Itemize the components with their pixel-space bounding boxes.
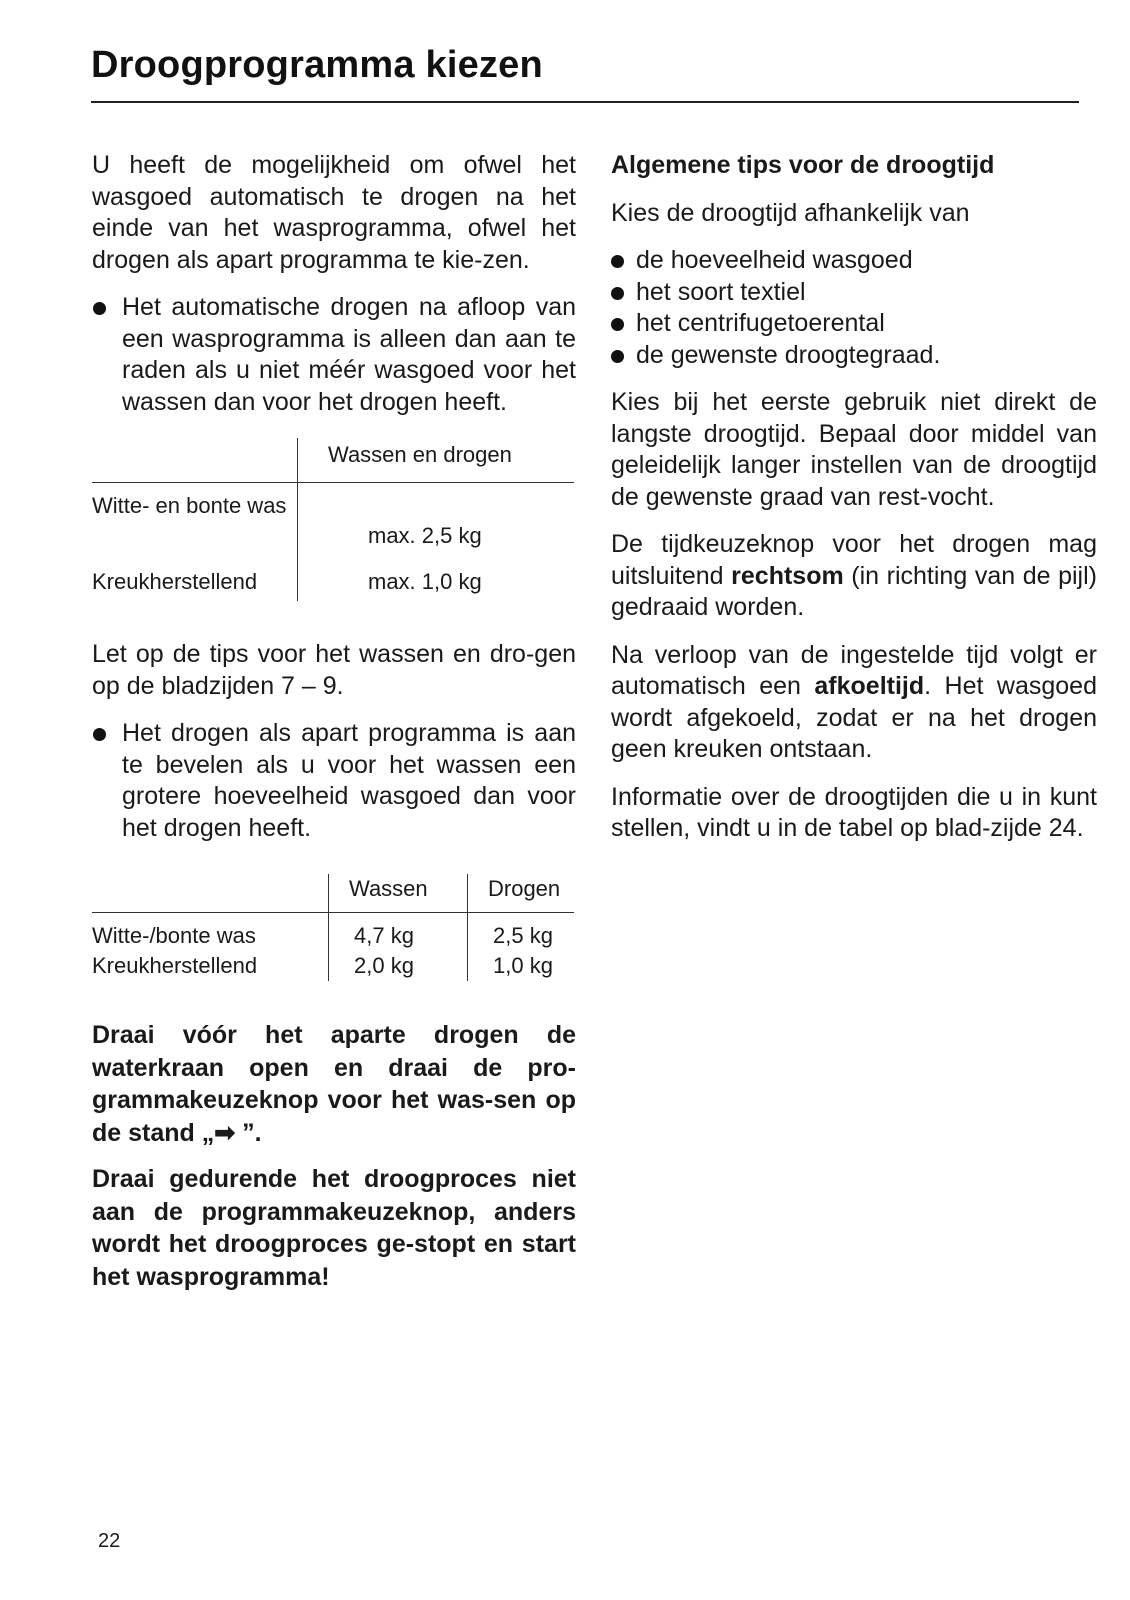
table-row-label: Kreukherstellend [92, 569, 258, 594]
page-title: Droogprogramma kiezen [91, 44, 543, 86]
table-cell-drogen: 2,5 kg [468, 913, 575, 952]
table-row-value: max. 2,5 kg [298, 483, 575, 552]
bullet-dot-icon [611, 350, 624, 363]
table-wash-and-dry [92, 438, 574, 601]
list-item-text: de gewenste droogtegraad. [636, 340, 941, 369]
column-header-wassen: Wassen [329, 874, 468, 913]
emphasis-afkoeltijd: afkoeltijd [814, 672, 925, 700]
bullet-text: Het automatische drogen na afloop van een wasprogramma is alleen dan aan te raden als u niet méér wasgoed voor het wassen dan voor het drogen heeft. [122, 293, 576, 416]
table-row-label: Witte- en bonte was [92, 493, 287, 518]
section-heading: Algemene tips voor de droogtijd [611, 151, 995, 179]
list-item-text: het soort textiel [636, 277, 806, 306]
table-row [92, 951, 574, 981]
table-row-label: Witte-/bonte was [92, 923, 256, 948]
table-wash-vs-dry [92, 874, 574, 981]
paragraph-first-use: Kies bij het eerste gebruik niet direkt de langste droogtijd. Bepaal door middel van geleidelijk langer instellen van de droogtijd de gewenste graad van rest-vocht. [611, 388, 1097, 511]
list-item-text: de hoeveelheid wasgoed [636, 246, 913, 274]
list-item [611, 277, 1097, 309]
table-header-row [92, 438, 574, 483]
left-column [92, 150, 576, 1293]
page-number: 22 [98, 1530, 121, 1552]
table-row-value: max. 1,0 kg [298, 551, 575, 601]
bullet-separate-drying [92, 718, 576, 844]
tips-note: Let op de tips voor het wassen en dro-gen op de bladzijden 7 – 9. [92, 640, 576, 700]
table-cell-wassen: 2,0 kg [329, 951, 468, 981]
bullet-dot-icon [611, 318, 624, 331]
right-column [611, 150, 1097, 845]
bullet-automatic-drying [92, 292, 576, 418]
paragraph-timer-knob [611, 529, 1097, 624]
bullet-dot-icon [611, 255, 624, 268]
warning-do-not-turn: Draai gedurende het droogproces niet aan de programmakeuzeknop, anders wordt het droogproces ge-stopt en start het wasprogramma! [92, 1165, 576, 1291]
bullet-dot-icon [611, 287, 624, 300]
table-cell-drogen: 1,0 kg [468, 951, 575, 981]
lead-text: Kies de droogtijd afhankelijk van [611, 198, 970, 227]
paragraph-text: . Het wasgoed wordt afgekoeld, zodat er na het drogen geen kreuken ontstaan. [611, 672, 1097, 763]
factor-list [611, 245, 1097, 371]
paragraph-info: Informatie over de droogtijden die u in kunt stellen, vindt u in de tabel op blad-zijde 24. [611, 782, 1097, 842]
column-header-drogen: Drogen [468, 874, 575, 913]
table-row [92, 483, 574, 552]
title-rule [91, 101, 1079, 103]
table-header-row [92, 874, 574, 913]
list-item [611, 340, 1097, 372]
list-item-text: het centrifugetoerental [636, 309, 885, 337]
bullet-dot-icon [93, 302, 106, 315]
bullet-text: Het drogen als apart programma is aan te bevelen als u voor het wassen een grotere hoeveelheid wasgoed dan voor het drogen heeft. [122, 719, 576, 842]
paragraph-text: Na verloop van de ingestelde tijd volgt er automatisch een [611, 640, 1097, 700]
table-row-label: Kreukherstellend [92, 953, 258, 978]
paragraph-text: (in richting van de pijl) gedraaid worden. [611, 561, 1097, 621]
table-row [92, 551, 574, 601]
paragraph-text: De tijdkeuzeknop voor het drogen mag uitsluitend [611, 530, 1097, 590]
table-row [92, 913, 574, 952]
warning-water-tap: Draai vóór het aparte drogen de waterkraan open en draai de pro-grammakeuzeknop voor het was-sen op de stand „➡ ”. [92, 1021, 576, 1147]
bullet-dot-icon [93, 728, 106, 741]
intro-paragraph: U heeft de mogelijkheid om ofwel het wasgoed automatisch te drogen na het einde van het wasprogramma, ofwel het drogen als apart programma te kie-zen. [92, 151, 576, 274]
table-cell-wassen: 4,7 kg [329, 913, 468, 952]
list-item [611, 245, 1097, 277]
list-item [611, 308, 1097, 340]
table-header-cell: Wassen en drogen [298, 438, 575, 483]
emphasis-rechtsom: rechtsom [731, 561, 844, 590]
paragraph-cooling [611, 640, 1097, 766]
